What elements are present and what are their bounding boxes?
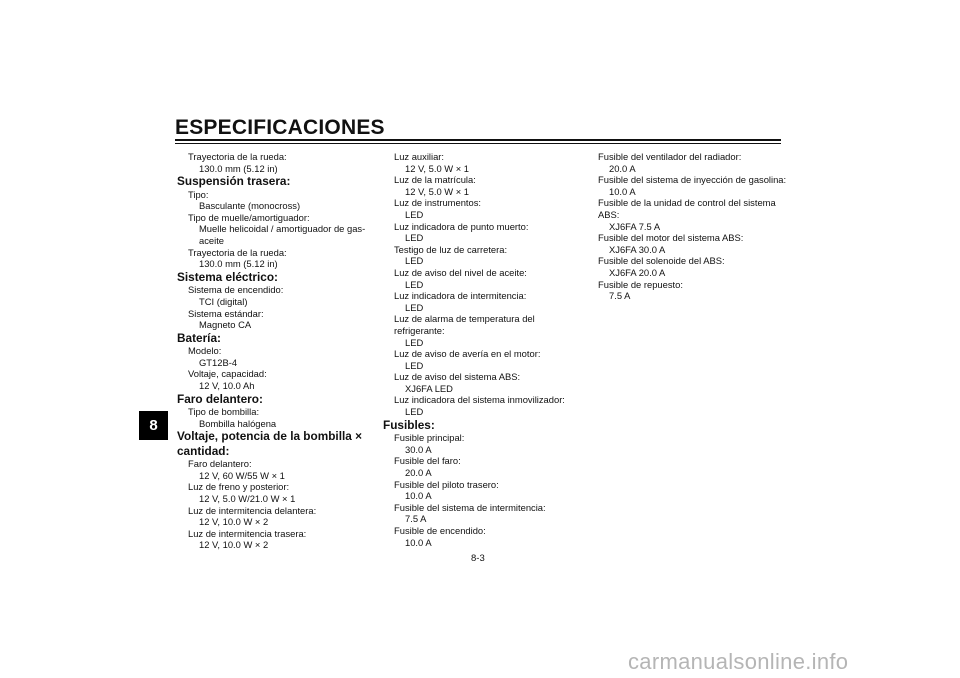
spec-label: Luz de alarma de temperatura del	[394, 313, 535, 325]
spec-label: refrigerante:	[394, 324, 445, 336]
spec-value: 130.0 mm (5.12 in)	[199, 258, 278, 270]
spec-value: 12 V, 5.0 W × 1	[405, 162, 470, 174]
spec-label: Fusible del solenoide del ABS:	[598, 255, 725, 267]
spec-value: 7.5 A	[405, 513, 427, 525]
spec-value: 12 V, 60 W/55 W × 1	[199, 469, 285, 481]
spec-label: Fusible de repuesto:	[598, 278, 683, 290]
spec-label: Luz indicadora del sistema inmovilizador:	[394, 394, 565, 406]
spec-label: Fusible de encendido:	[394, 524, 486, 536]
spec-label: Luz indicadora de intermitencia:	[394, 290, 527, 302]
spec-label: Testigo de luz de carretera:	[394, 243, 508, 255]
spec-label: Modelo:	[188, 345, 222, 357]
spec-label: Luz de intermitencia trasera:	[188, 527, 307, 539]
spec-label: Luz de la matrícula:	[394, 174, 476, 186]
spec-label: Fusible de la unidad de control del sistema	[598, 197, 776, 209]
spec-label: Fusible del sistema de intermitencia:	[394, 501, 546, 513]
spec-label: Fusible del sistema de inyección de gasolina:	[598, 174, 787, 186]
section-heading: Sistema eléctrico:	[177, 269, 278, 284]
spec-value: GT12B-4	[199, 356, 238, 368]
title-rule-thin	[175, 143, 781, 144]
spec-column-1	[177, 151, 377, 551]
spec-label: Luz auxiliar:	[394, 151, 445, 162]
section-heading: Fusibles:	[383, 417, 435, 432]
spec-value: 7.5 A	[609, 290, 631, 302]
spec-label: Fusible del piloto trasero:	[394, 478, 499, 490]
spec-value: XJ6FA 30.0 A	[609, 243, 666, 255]
spec-value: 10.0 A	[609, 185, 636, 197]
spec-label: Trayectoria de la rueda:	[188, 151, 287, 162]
title-rule	[175, 139, 781, 141]
spec-value: Muelle helicoidal / amortiguador de gas-	[199, 223, 366, 235]
spec-label: Tipo:	[188, 188, 209, 200]
spec-value: LED	[405, 406, 424, 418]
spec-label: Luz de aviso del nivel de aceite:	[394, 266, 527, 278]
spec-value: 10.0 A	[405, 536, 432, 548]
spec-value: Basculante (monocross)	[199, 200, 301, 212]
spec-value: LED	[405, 278, 424, 290]
spec-value: LED	[405, 255, 424, 267]
spec-value: LED	[405, 336, 424, 348]
spec-value: XJ6FA 20.0 A	[609, 266, 666, 278]
spec-column-3	[587, 151, 787, 302]
spec-label: ABS:	[598, 208, 620, 220]
spec-value: XJ6FA 7.5 A	[609, 220, 661, 232]
section-heading: cantidad:	[177, 443, 230, 458]
spec-value: 10.0 A	[405, 490, 432, 502]
spec-label: Luz indicadora de punto muerto:	[394, 220, 529, 232]
chapter-tab: 8	[139, 411, 168, 440]
spec-value: 20.0 A	[609, 162, 636, 174]
spec-value: Magneto CA	[199, 319, 252, 331]
spec-label: Luz de intermitencia delantera:	[188, 504, 317, 516]
watermark: carmanualsonline.info	[628, 649, 849, 674]
spec-value: 12 V, 10.0 W × 2	[199, 539, 269, 551]
spec-value: LED	[405, 359, 424, 371]
spec-value: LED	[405, 301, 424, 313]
spec-label: Fusible del ventilador del radiador:	[598, 151, 742, 162]
spec-label: Trayectoria de la rueda:	[188, 246, 287, 258]
spec-value: aceite	[199, 235, 225, 247]
spec-value: 12 V, 5.0 W/21.0 W × 1	[199, 493, 296, 505]
spec-label: Luz de freno y posterior:	[188, 481, 290, 493]
spec-label: Fusible del motor del sistema ABS:	[598, 232, 744, 244]
spec-label: Tipo de muelle/amortiguador:	[188, 211, 310, 223]
spec-value: 12 V, 5.0 W × 1	[405, 185, 470, 197]
section-heading: Suspensión trasera:	[177, 174, 291, 189]
spec-label: Luz de aviso del sistema ABS:	[394, 371, 521, 383]
spec-value: 20.0 A	[405, 466, 432, 478]
section-heading: Batería:	[177, 330, 221, 345]
spec-label: Faro delantero:	[188, 458, 252, 470]
spec-label: Sistema estándar:	[188, 307, 264, 319]
spec-label: Sistema de encendido:	[188, 284, 284, 296]
spec-value: 12 V, 10.0 Ah	[199, 380, 255, 391]
spec-value: Bombilla halógena	[199, 417, 277, 429]
spec-value: XJ6FA LED	[405, 382, 453, 394]
spec-label: Luz de aviso de avería en el motor:	[394, 348, 541, 360]
spec-column-2	[383, 151, 583, 548]
page-title: ESPECIFICACIONES	[175, 116, 385, 139]
page-number: 8-3	[471, 553, 485, 564]
spec-value: 130.0 mm (5.12 in)	[199, 162, 278, 174]
spec-value: 12 V, 10.0 W × 2	[199, 516, 269, 528]
spec-label: Tipo de bombilla:	[188, 406, 260, 418]
spec-value: 30.0 A	[405, 443, 432, 455]
spec-label: Voltaje, capacidad:	[188, 368, 267, 380]
spec-label: Luz de instrumentos:	[394, 197, 482, 209]
spec-label: Fusible principal:	[394, 432, 465, 444]
spec-value: LED	[405, 232, 424, 244]
spec-value: TCI (digital)	[199, 295, 248, 307]
spec-label: Fusible del faro:	[394, 455, 461, 467]
section-heading: Faro delantero:	[177, 391, 263, 406]
section-heading: Voltaje, potencia de la bombilla ×	[177, 429, 362, 444]
spec-value: LED	[405, 208, 424, 220]
